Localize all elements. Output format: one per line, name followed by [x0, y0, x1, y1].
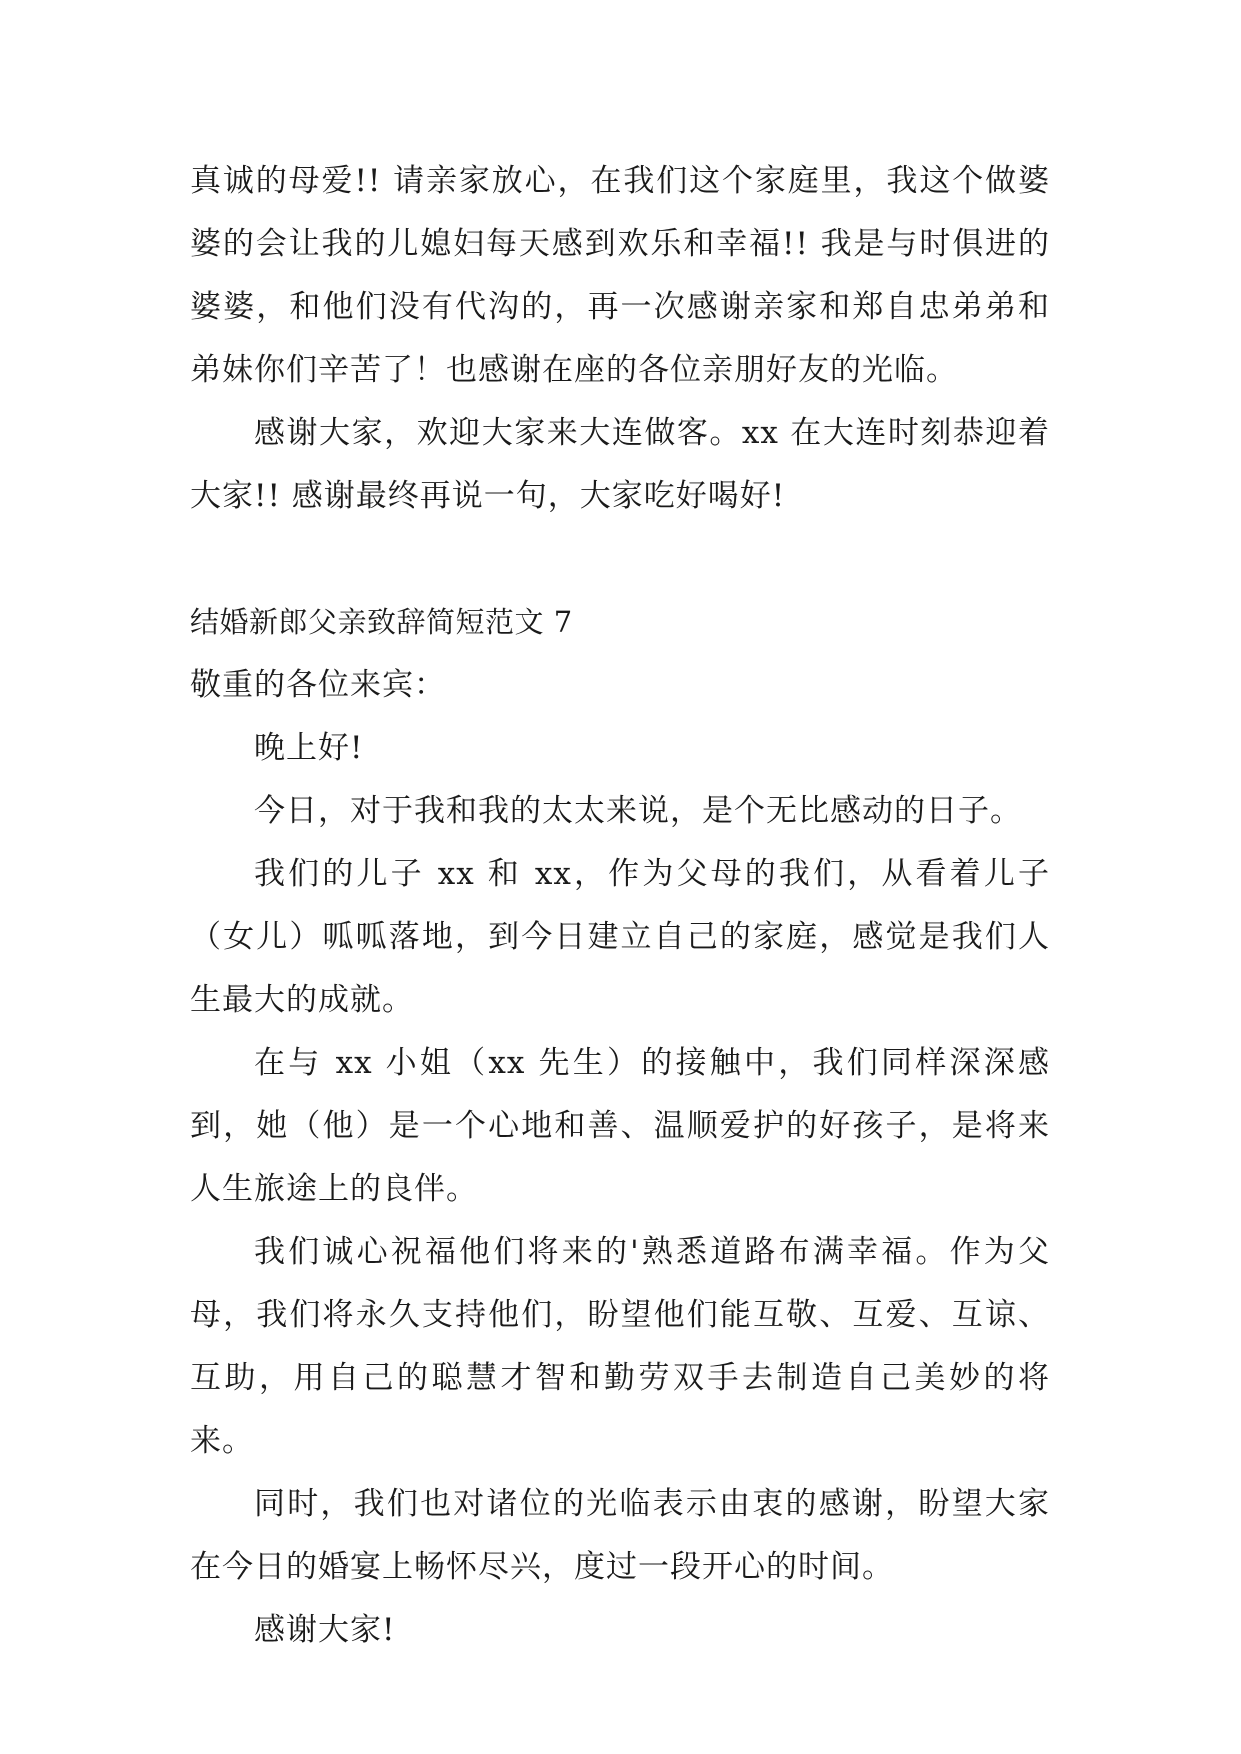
body-paragraph-1: 晚上好!	[254, 730, 364, 766]
body-paragraph-7: 感谢大家!	[254, 1612, 396, 1648]
continuation-paragraph-2: 感谢大家，欢迎大家来大连做客。xx 在大连时刻恭迎着大家!! 感谢最终再说一句，大家吃好喝好!	[190, 415, 1050, 514]
body-paragraph-3: 我们的儿子 xx 和 xx，作为父母的我们，从看着儿子（女儿）呱呱落地，到今日建立自己的家庭，感觉是我们人生最大的成就。	[190, 856, 1050, 1018]
section-spacer	[190, 528, 1050, 591]
body-paragraph-2: 今日，对于我和我的太太来说，是个无比感动的日子。	[254, 793, 1022, 829]
body-paragraph-4: 在与 xx 小姐（xx 先生）的接触中，我们同样深深感到，她（他）是一个心地和善、温顺爱护的好孩子，是将来人生旅途上的良伴。	[190, 1045, 1050, 1207]
continuation-paragraph-1: 真诚的母爱!! 请亲家放心，在我们这个家庭里，我这个做婆婆的会让我的儿媳妇每天感到欢乐和幸福!! 我是与时俱进的婆婆，和他们没有代沟的，再一次感谢亲家和郑自忠弟弟和弟妹你们辛苦了！也感谢在座的各位亲朋好友的光临。	[190, 163, 1050, 388]
body-paragraph-6: 同时，我们也对诸位的光临表示由衷的感谢，盼望大家在今日的婚宴上畅怀尽兴，度过一段开心的时间。	[190, 1486, 1050, 1585]
document-page	[190, 150, 1050, 1662]
section-title: 结婚新郎父亲致辞简短范文 7	[190, 605, 573, 639]
body-paragraph-5: 我们诚心祝福他们将来的'熟悉道路布满幸福。作为父母，我们将永久支持他们，盼望他们能互敬、互爱、互谅、互助，用自己的聪慧才智和勤劳双手去制造自己美妙的将来。	[190, 1234, 1050, 1459]
salutation: 敬重的各位来宾：	[190, 667, 446, 703]
